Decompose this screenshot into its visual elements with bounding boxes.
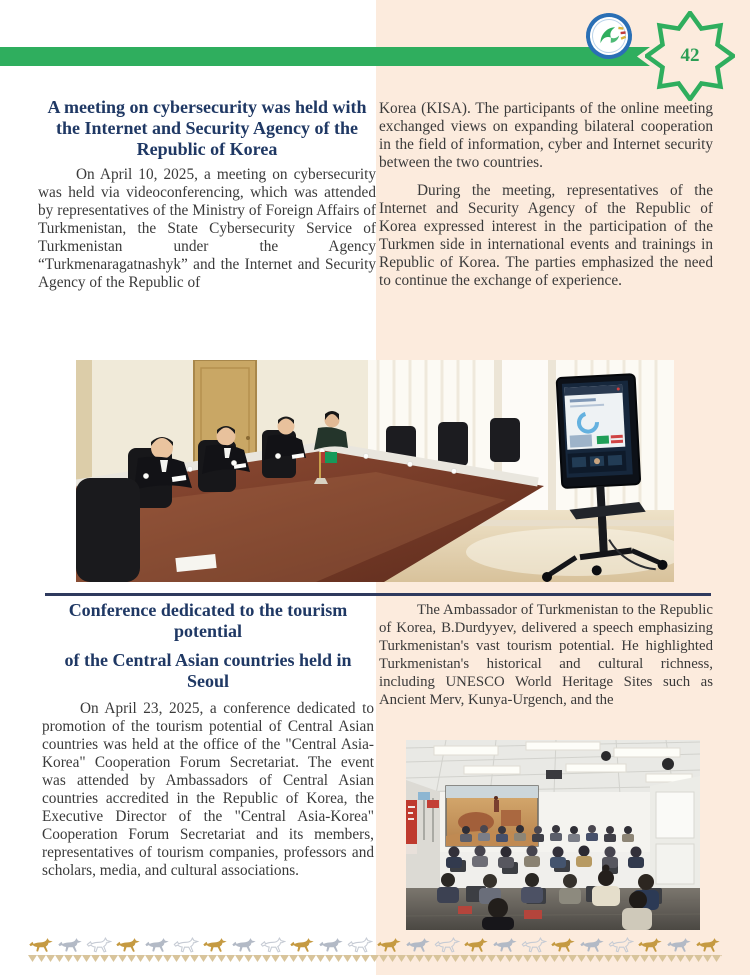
videoconference-meeting-photo (76, 360, 674, 582)
seoul-tourism-conference-photo (406, 740, 700, 930)
article-tourism-left-column (42, 600, 374, 880)
horse-icon (203, 938, 226, 952)
horse-icon (464, 938, 487, 952)
article-paragraph: Korea (KISA). The participants of the online meeting exchanged views on expanding bilateral cooperation in the field of information, cyber and Internet security between the two countries. (379, 100, 713, 171)
horse-icon (406, 938, 429, 952)
horse-icon (435, 938, 458, 952)
horse-icon (174, 938, 197, 952)
horse-motif-border (28, 936, 722, 955)
horse-icon (493, 938, 516, 952)
horse-icon (638, 938, 661, 952)
horse-icon (319, 938, 342, 952)
horse-icon (116, 938, 139, 952)
horse-icon (580, 938, 603, 952)
horse-icon (290, 938, 313, 952)
horse-icon (609, 938, 632, 952)
header-green-bar (0, 47, 650, 66)
article-cybersecurity-right-column (379, 100, 713, 290)
horse-icon (696, 938, 719, 952)
page-number: 42 (680, 45, 700, 66)
article-paragraph: The Ambassador of Turkmenistan to the Republic of Korea, B.Durdyyev, delivered a speech emphasizing Turkmenistan's vast tourism potential. He highlighted Turkmenistan's historical and cultural richness, including UNESCO World Heritage Sites such as Ancient Merv, Kunya-Urgench, and the (379, 602, 713, 708)
horse-icon (667, 938, 690, 952)
section-divider (45, 593, 711, 596)
article-tourism-title-line-2: of the Central Asian countries held in Seoul (64, 649, 352, 691)
article-paragraph: On April 23, 2025, a conference dedicated to promotion of the tourism potential of Central Asian countries was held at the office of the "Central Asia-Korea" Cooperation Forum Secretariat. The event was attended by Ambassadors of Central Asian countries accredited in the Republic of Korea, the Executive Director of the "Central Asia-Korea" Cooperation Forum Secretariat and its members, representatives of tourism companies, professors and scholars, media, and cultural associations. (42, 699, 374, 879)
article-tourism-right-column (379, 601, 713, 709)
horse-icon (377, 938, 400, 952)
horse-icon (522, 938, 545, 952)
article-tourism-title-line-1: Conference dedicated to the tourism potential (68, 600, 348, 641)
article-cybersecurity-title: A meeting on cybersecurity was held with the Internet and Security Agency of the Republic of Korea (47, 97, 367, 159)
page-number-badge (645, 11, 735, 101)
horse-icon (29, 938, 52, 952)
horse-icon (261, 938, 284, 952)
horse-icon (551, 938, 574, 952)
horse-icon (87, 938, 110, 952)
article-paragraph: On April 10, 2025, a meeting on cybersecurity was held via videoconferencing, which was attended by representatives of the Ministry of Foreign Affairs of Turkmenistan, the State Cybersecurity Service of Turkmenistan under the Agency “Turkmenaragatnashyk” and the Internet and Security Agency of the Republic of (38, 165, 376, 291)
horse-icon (145, 938, 168, 952)
horse-icon (232, 938, 255, 952)
article-cybersecurity-left-column (38, 97, 376, 292)
horse-icon (348, 938, 371, 952)
zigzag-border (28, 955, 722, 964)
horse-icon (58, 938, 81, 952)
article-paragraph: During the meeting, representatives of the Internet and Security Agency of the Republic of Korea expressed interest in the participation of the Turkmen side in international events and trainings in Republic of Korea. The parties emphasized the need to continue the exchange of experience. (379, 182, 713, 289)
